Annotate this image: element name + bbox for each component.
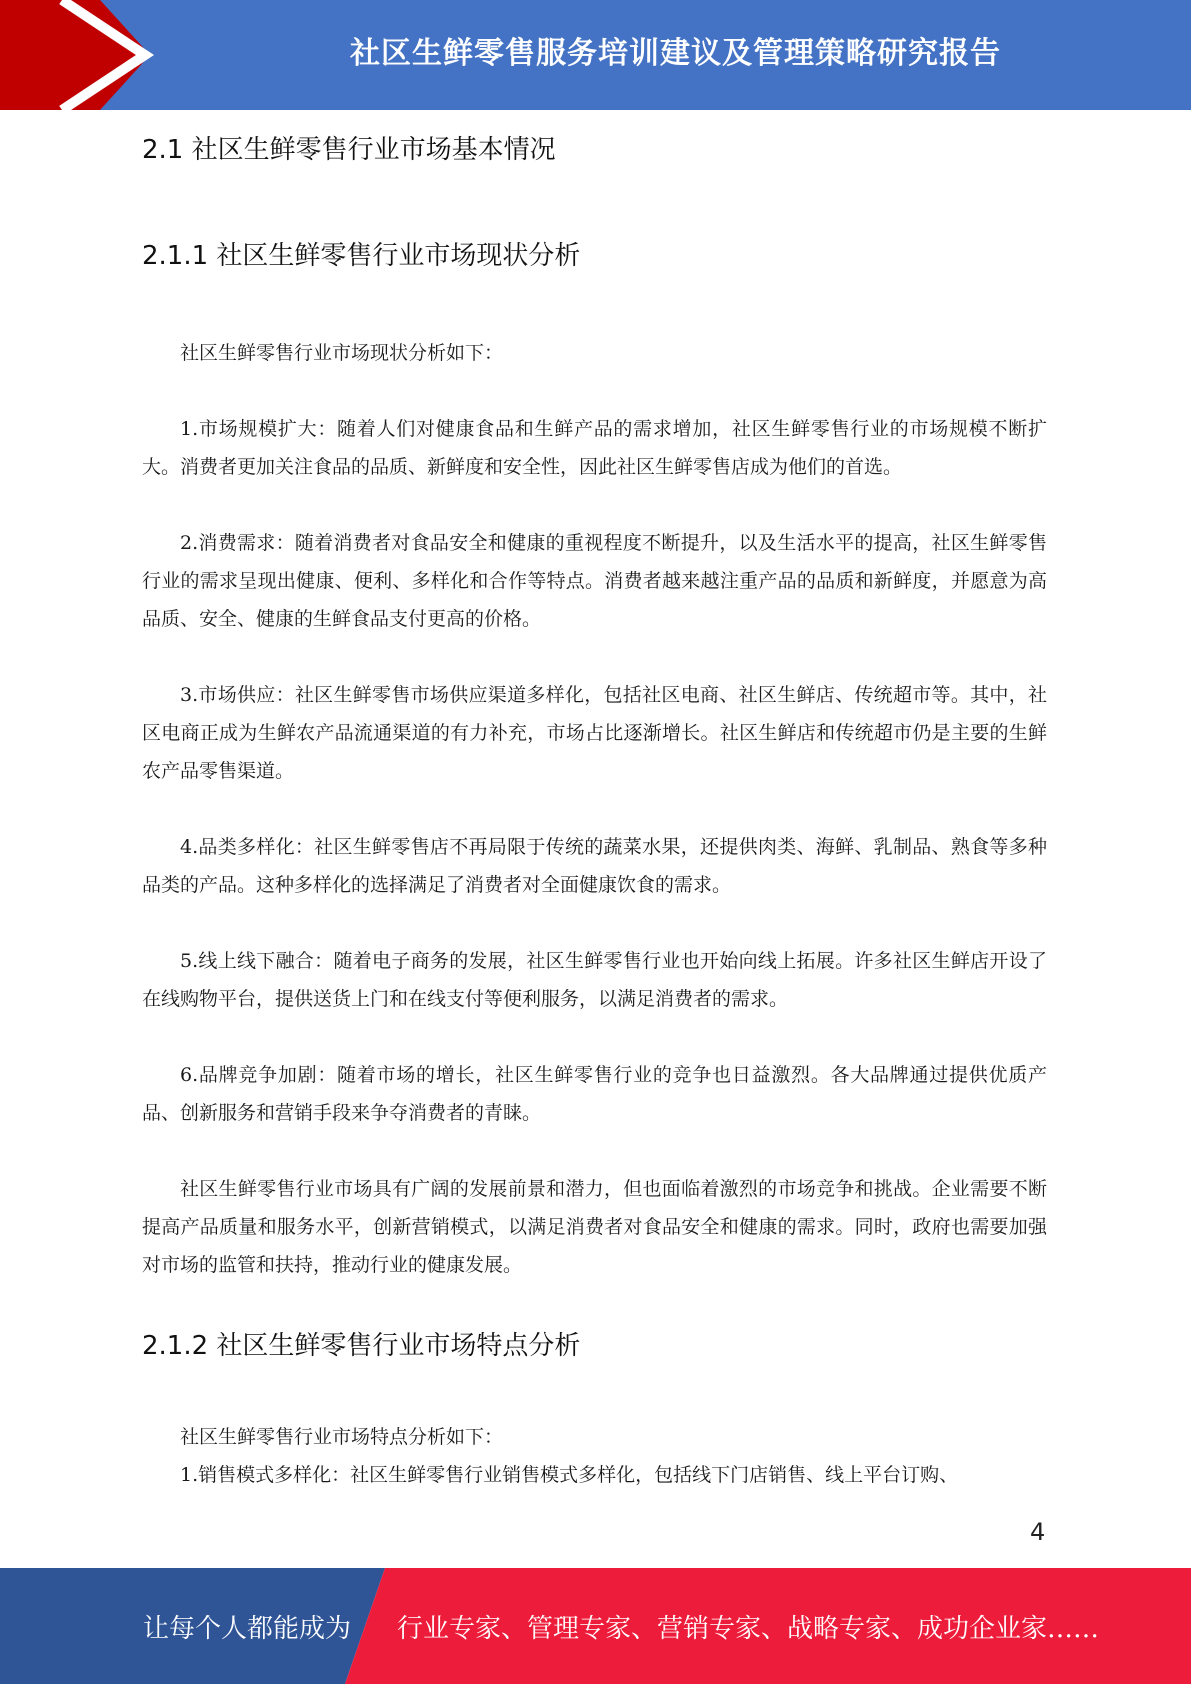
page-footer (0, 1568, 1191, 1684)
paragraph-item-3: 3.市场供应：社区生鲜零售市场供应渠道多样化，包括社区电商、社区生鲜店、传统超市等。其中，社区电商正成为生鲜农产品流通渠道的有力补充，市场占比逐渐增长。社区生鲜店和传统超市仍是主要的生鲜农产品零售渠道。 (142, 684, 1047, 782)
paragraph-item-4: 4.品类多样化：社区生鲜零售店不再局限于传统的蔬菜水果，还提供肉类、海鲜、乳制品、熟食等多种品类的产品。这种多样化的选择满足了消费者对全面健康饮食的需求。 (142, 836, 1047, 896)
paragraph-features-item-1: 1.销售模式多样化：社区生鲜零售行业销售模式多样化，包括线下门店销售、线上平台订购、 (180, 1464, 959, 1486)
heading-2-1: 2.1 社区生鲜零售行业市场基本情况 (142, 135, 556, 165)
heading-2-1-1: 2.1.1 社区生鲜零售行业市场现状分析 (142, 241, 581, 271)
paragraph-intro: 社区生鲜零售行业市场现状分析如下： (180, 342, 504, 364)
paragraph-item-6: 6.品牌竞争加剧：随着市场的增长，社区生鲜零售行业的竞争也日益激烈。各大品牌通过提供优质产品、创新服务和营销手段来争夺消费者的青睐。 (142, 1064, 1047, 1124)
page-header (0, 0, 1191, 110)
paragraph-item-2: 2.消费需求：随着消费者对食品安全和健康的重视程度不断提升，以及生活水平的提高，社区生鲜零售行业的需求呈现出健康、便利、多样化和合作等特点。消费者越来越注重产品的品质和新鲜度，并愿意为高品质、安全、健康的生鲜食品支付更高的价格。 (142, 532, 1047, 630)
footer-slogan-left: 让每个人都能成为 (143, 1613, 352, 1644)
footer-slogan-right: 行业专家、管理专家、营销专家、战略专家、成功企业家…… (397, 1613, 1100, 1644)
paragraph-item-5: 5.线上线下融合：随着电子商务的发展，社区生鲜零售行业也开始向线上拓展。许多社区生鲜店开设了在线购物平台，提供送货上门和在线支付等便利服务，以满足消费者的需求。 (142, 950, 1047, 1010)
paragraph-item-1: 1.市场规模扩大：随着人们对健康食品和生鲜产品的需求增加，社区生鲜零售行业的市场规模不断扩大。消费者更加关注食品的品质、新鲜度和安全性，因此社区生鲜零售店成为他们的首选。 (142, 418, 1047, 478)
heading-2-1-2: 2.1.2 社区生鲜零售行业市场特点分析 (142, 1331, 581, 1361)
page-number: 4 (1030, 1518, 1046, 1546)
report-title: 社区生鲜零售服务培训建议及管理策略研究报告 (350, 36, 1001, 71)
paragraph-summary: 社区生鲜零售行业市场具有广阔的发展前景和潜力，但也面临着激烈的市场竞争和挑战。企业需要不断提高产品质量和服务水平，创新营销模式，以满足消费者对食品安全和健康的需求。同时，政府也需要加强对市场的监管和扶持，推动行业的健康发展。 (142, 1178, 1047, 1276)
paragraph-features-intro: 社区生鲜零售行业市场特点分析如下： (180, 1426, 504, 1448)
page-content (142, 128, 1047, 1494)
